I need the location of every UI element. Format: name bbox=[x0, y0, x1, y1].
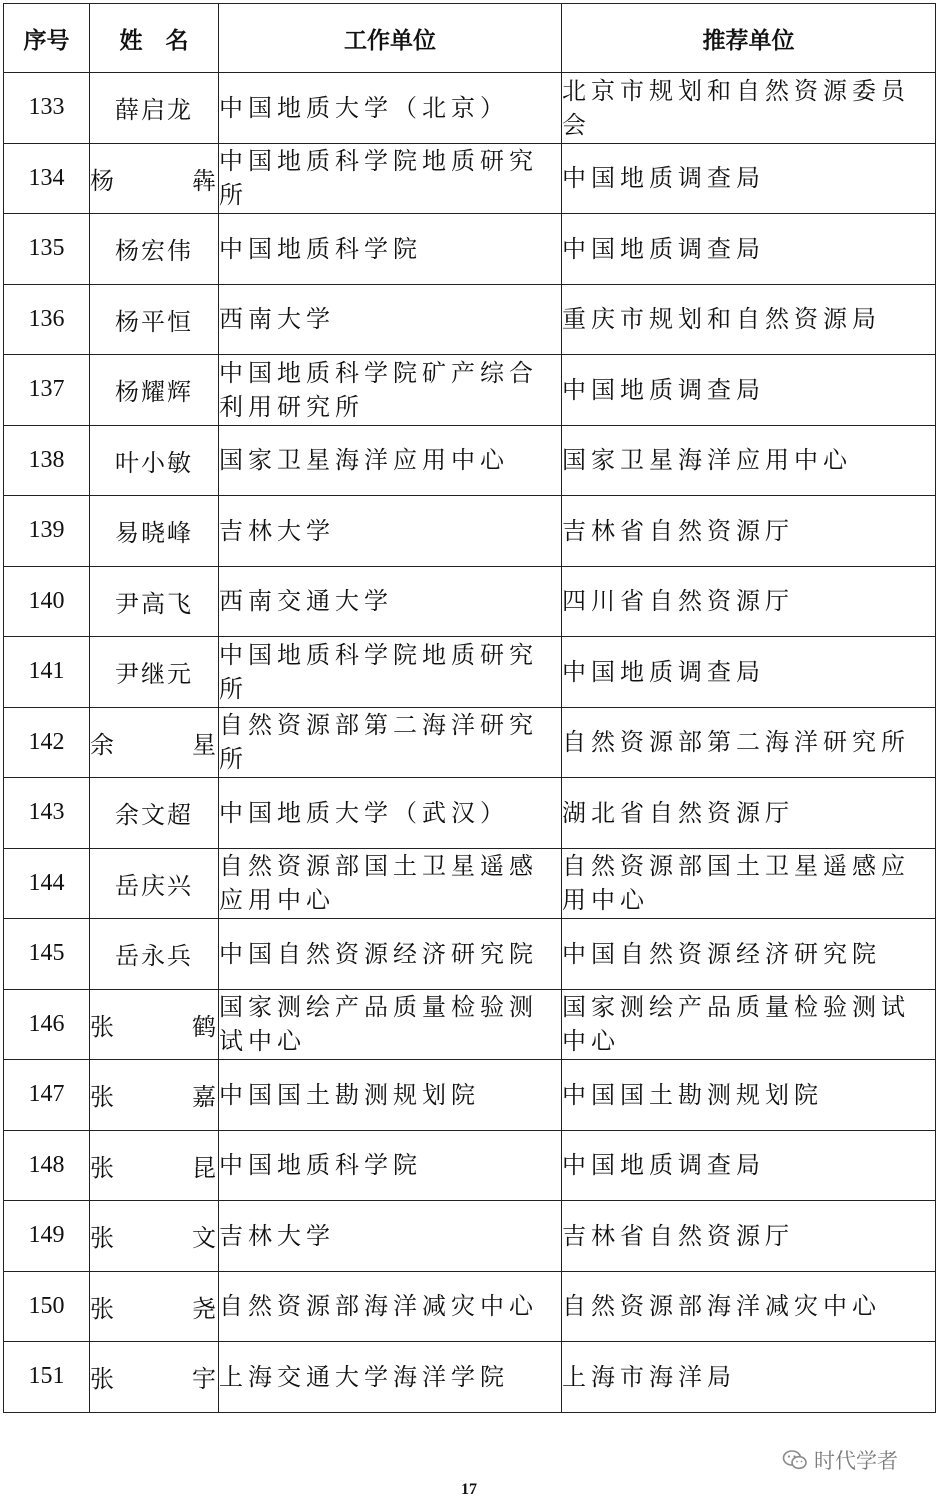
table-row bbox=[4, 143, 936, 214]
table-row bbox=[4, 496, 936, 567]
name-cell: 张尧 bbox=[90, 1271, 219, 1342]
work-unit-cell: 自然资源部国土卫星遥感应用中心 bbox=[219, 848, 562, 919]
header-name: 姓 名 bbox=[90, 4, 219, 73]
table-row bbox=[4, 1342, 936, 1413]
work-unit-cell: 中国地质科学院 bbox=[219, 214, 562, 285]
recommending-unit-cell: 中国地质调查局 bbox=[562, 1130, 936, 1201]
recommending-unit-cell: 吉林省自然资源厅 bbox=[562, 1201, 936, 1272]
recommending-unit-cell: 国家卫星海洋应用中心 bbox=[562, 425, 936, 496]
name-cell: 叶小敏 bbox=[90, 425, 219, 496]
work-unit-cell: 中国地质科学院地质研究所 bbox=[219, 143, 562, 214]
name-cell: 尹高飞 bbox=[90, 566, 219, 637]
work-unit-cell: 中国地质科学院地质研究所 bbox=[219, 637, 562, 708]
serial-cell: 136 bbox=[4, 284, 90, 355]
recommending-unit-cell: 中国地质调查局 bbox=[562, 143, 936, 214]
work-unit-cell: 中国自然资源经济研究院 bbox=[219, 919, 562, 990]
serial-cell: 139 bbox=[4, 496, 90, 567]
recommending-unit-cell: 自然资源部国土卫星遥感应用中心 bbox=[562, 848, 936, 919]
serial-cell: 146 bbox=[4, 989, 90, 1060]
name-cell: 余星 bbox=[90, 707, 219, 778]
name-cell: 张嘉 bbox=[90, 1060, 219, 1131]
name-cell: 张宇 bbox=[90, 1342, 219, 1413]
serial-cell: 142 bbox=[4, 707, 90, 778]
serial-cell: 140 bbox=[4, 566, 90, 637]
recommending-unit-cell: 中国自然资源经济研究院 bbox=[562, 919, 936, 990]
recommending-unit-cell: 国家测绘产品质量检验测试中心 bbox=[562, 989, 936, 1060]
work-unit-cell: 国家测绘产品质量检验测试中心 bbox=[219, 989, 562, 1060]
recommending-unit-cell: 重庆市规划和自然资源局 bbox=[562, 284, 936, 355]
name-cell: 尹继元 bbox=[90, 637, 219, 708]
name-cell: 张昆 bbox=[90, 1130, 219, 1201]
table-body bbox=[4, 73, 936, 1413]
name-cell: 杨宏伟 bbox=[90, 214, 219, 285]
serial-cell: 141 bbox=[4, 637, 90, 708]
table-row bbox=[4, 919, 936, 990]
serial-cell: 151 bbox=[4, 1342, 90, 1413]
work-unit-cell: 中国地质大学（北京） bbox=[219, 73, 562, 144]
header-serial: 序号 bbox=[4, 4, 90, 73]
work-unit-cell: 中国地质大学（武汉） bbox=[219, 778, 562, 849]
work-unit-cell: 吉林大学 bbox=[219, 496, 562, 567]
table-row bbox=[4, 707, 936, 778]
name-cell: 张鹤 bbox=[90, 989, 219, 1060]
work-unit-cell: 西南大学 bbox=[219, 284, 562, 355]
name-cell: 余文超 bbox=[90, 778, 219, 849]
recommending-unit-cell: 吉林省自然资源厅 bbox=[562, 496, 936, 567]
recommending-unit-cell: 中国地质调查局 bbox=[562, 637, 936, 708]
wechat-icon bbox=[782, 1449, 808, 1471]
work-unit-cell: 国家卫星海洋应用中心 bbox=[219, 425, 562, 496]
work-unit-cell: 自然资源部第二海洋研究所 bbox=[219, 707, 562, 778]
work-unit-cell: 中国国土勘测规划院 bbox=[219, 1060, 562, 1131]
page-number: 17 bbox=[461, 1481, 477, 1498]
recommending-unit-cell: 北京市规划和自然资源委员会 bbox=[562, 73, 936, 144]
recommending-unit-cell: 四川省自然资源厅 bbox=[562, 566, 936, 637]
serial-cell: 138 bbox=[4, 425, 90, 496]
table-row bbox=[4, 1060, 936, 1131]
table-row bbox=[4, 1201, 936, 1272]
name-cell: 岳永兵 bbox=[90, 919, 219, 990]
candidate-table bbox=[3, 3, 936, 1413]
name-cell: 薛启龙 bbox=[90, 73, 219, 144]
serial-cell: 150 bbox=[4, 1271, 90, 1342]
serial-cell: 148 bbox=[4, 1130, 90, 1201]
name-cell: 杨平恒 bbox=[90, 284, 219, 355]
table-row bbox=[4, 848, 936, 919]
table-row bbox=[4, 989, 936, 1060]
table-row bbox=[4, 637, 936, 708]
serial-cell: 145 bbox=[4, 919, 90, 990]
work-unit-cell: 自然资源部海洋减灾中心 bbox=[219, 1271, 562, 1342]
watermark bbox=[782, 1445, 898, 1475]
work-unit-cell: 上海交通大学海洋学院 bbox=[219, 1342, 562, 1413]
serial-cell: 147 bbox=[4, 1060, 90, 1131]
watermark-text: 时代学者 bbox=[814, 1449, 898, 1473]
name-cell: 杨犇 bbox=[90, 143, 219, 214]
recommending-unit-cell: 中国地质调查局 bbox=[562, 355, 936, 426]
table-row bbox=[4, 778, 936, 849]
recommending-unit-cell: 自然资源部第二海洋研究所 bbox=[562, 707, 936, 778]
serial-cell: 144 bbox=[4, 848, 90, 919]
table-header-row bbox=[4, 4, 936, 73]
table-row bbox=[4, 566, 936, 637]
recommending-unit-cell: 湖北省自然资源厅 bbox=[562, 778, 936, 849]
name-cell: 杨耀辉 bbox=[90, 355, 219, 426]
work-unit-cell: 中国地质科学院矿产综合利用研究所 bbox=[219, 355, 562, 426]
serial-cell: 135 bbox=[4, 214, 90, 285]
name-cell: 张文 bbox=[90, 1201, 219, 1272]
serial-cell: 134 bbox=[4, 143, 90, 214]
name-cell: 岳庆兴 bbox=[90, 848, 219, 919]
table-row bbox=[4, 214, 936, 285]
table-row bbox=[4, 1130, 936, 1201]
serial-cell: 133 bbox=[4, 73, 90, 144]
recommending-unit-cell: 中国地质调查局 bbox=[562, 214, 936, 285]
recommending-unit-cell: 上海市海洋局 bbox=[562, 1342, 936, 1413]
table-row bbox=[4, 284, 936, 355]
work-unit-cell: 中国地质科学院 bbox=[219, 1130, 562, 1201]
table-row bbox=[4, 425, 936, 496]
header-recommending-unit: 推荐单位 bbox=[562, 4, 936, 73]
work-unit-cell: 吉林大学 bbox=[219, 1201, 562, 1272]
recommending-unit-cell: 中国国土勘测规划院 bbox=[562, 1060, 936, 1131]
work-unit-cell: 西南交通大学 bbox=[219, 566, 562, 637]
table-row bbox=[4, 73, 936, 144]
name-cell: 易晓峰 bbox=[90, 496, 219, 567]
table-row bbox=[4, 355, 936, 426]
recommending-unit-cell: 自然资源部海洋减灾中心 bbox=[562, 1271, 936, 1342]
serial-cell: 149 bbox=[4, 1201, 90, 1272]
header-work-unit: 工作单位 bbox=[219, 4, 562, 73]
table-row bbox=[4, 1271, 936, 1342]
serial-cell: 137 bbox=[4, 355, 90, 426]
serial-cell: 143 bbox=[4, 778, 90, 849]
